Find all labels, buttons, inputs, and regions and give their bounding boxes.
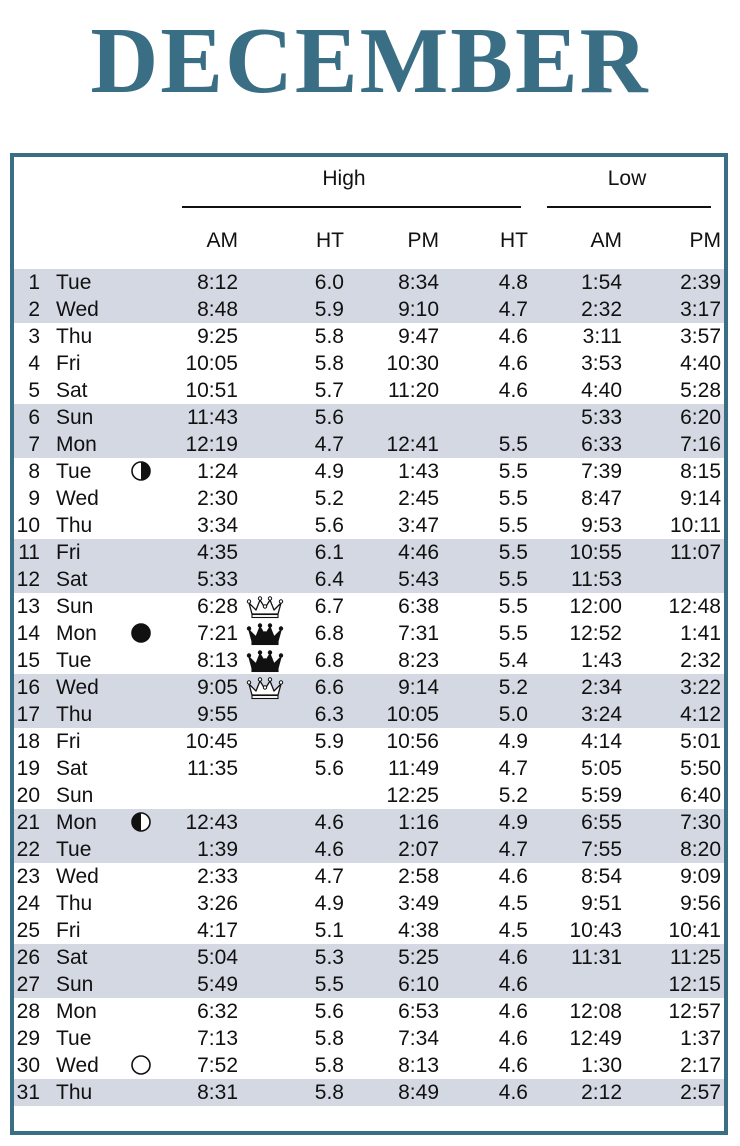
low-am-time: 3:11: [582, 325, 622, 348]
high-am-time: 12:19: [185, 433, 238, 456]
high-pm-height: 4.6: [498, 1000, 528, 1023]
table-row: [14, 674, 724, 701]
day-of-week: Mon: [56, 811, 97, 834]
high-pm-time: 3:49: [398, 892, 439, 915]
day-of-week: Fri: [56, 919, 81, 942]
day-number: 12: [16, 568, 40, 591]
high-pm-height: 4.6: [498, 352, 528, 375]
full-moon-icon: [131, 1055, 151, 1075]
high-pm-time: 10:56: [386, 730, 439, 753]
high-pm-time: 8:49: [398, 1081, 439, 1104]
day-of-week: Sat: [56, 757, 88, 780]
low-pm-time: 6:20: [680, 406, 721, 429]
high-am-time: 3:34: [197, 514, 238, 537]
day-number: 4: [28, 352, 40, 375]
high-am-height: 5.8: [314, 1027, 344, 1050]
day-of-week: Tue: [56, 1027, 92, 1050]
table-row: [14, 863, 724, 890]
low-pm-time: 3:22: [680, 676, 721, 699]
low-pm-time: 10:41: [668, 919, 721, 942]
day-of-week: Wed: [56, 298, 99, 321]
low-am-time: 5:05: [581, 757, 622, 780]
high-am-time: 11:43: [187, 406, 238, 429]
high-pm-height: 5.5: [498, 622, 528, 645]
high-pm-height: 4.6: [498, 1054, 528, 1077]
high-am-height: 5.1: [314, 919, 344, 942]
table-row: [14, 458, 724, 485]
low-am-time: 5:59: [581, 784, 622, 807]
day-number: 8: [28, 460, 40, 483]
high-am-height: 5.6: [314, 1000, 344, 1023]
day-number: 13: [16, 595, 40, 618]
high-am-height: 6.4: [314, 568, 344, 591]
high-am-height: 5.8: [314, 1054, 344, 1077]
day-of-week: Thu: [56, 892, 93, 915]
high-pm-time: 9:14: [398, 676, 439, 699]
low-pm-time: 7:16: [680, 433, 721, 456]
high-am-height: 5.6: [314, 514, 344, 537]
new-moon-icon: [131, 623, 151, 643]
table-row: [14, 809, 724, 836]
col-header-high-ht: HT: [316, 229, 344, 252]
high-pm-time: 2:45: [398, 487, 439, 510]
low-am-time: 11:31: [571, 946, 622, 969]
high-am-time: 10:45: [185, 730, 238, 753]
table-row: [14, 620, 724, 647]
table-row: [14, 377, 724, 404]
high-am-height: 5.5: [314, 973, 344, 996]
high-pm-height: 5.2: [498, 784, 528, 807]
day-of-week: Fri: [56, 541, 81, 564]
high-pm-time: 3:47: [398, 514, 439, 537]
high-pm-time: 1:43: [398, 460, 439, 483]
low-pm-time: 1:41: [680, 622, 721, 645]
low-pm-time: 8:20: [680, 838, 721, 861]
high-am-time: 9:55: [197, 703, 238, 726]
day-number: 26: [16, 946, 40, 969]
day-number: 24: [16, 892, 40, 915]
day-number: 5: [28, 379, 40, 402]
high-am-time: 8:31: [197, 1081, 238, 1104]
low-am-time: 8:47: [581, 487, 622, 510]
high-am-height: 5.6: [314, 757, 344, 780]
high-am-time: 3:26: [197, 892, 238, 915]
day-number: 30: [16, 1054, 40, 1077]
high-am-time: 6:32: [197, 1000, 238, 1023]
table-row: [14, 701, 724, 728]
high-pm-height: 5.5: [498, 433, 528, 456]
high-am-height: 4.6: [314, 838, 344, 861]
high-pm-height: 4.5: [498, 892, 528, 915]
high-am-height: 4.6: [314, 811, 344, 834]
day-number: 16: [16, 676, 40, 699]
day-number: 19: [16, 757, 40, 780]
low-am-time: 1:54: [581, 271, 622, 294]
low-am-time: 2:12: [581, 1081, 622, 1104]
day-of-week: Thu: [56, 514, 93, 537]
high-pm-time: 2:58: [398, 865, 439, 888]
high-pm-time: 12:41: [386, 433, 439, 456]
high-am-time: 7:21: [197, 622, 238, 645]
table-row: [14, 539, 724, 566]
col-header-high-pm: PM: [407, 229, 439, 252]
high-pm-height: 5.0: [498, 703, 528, 726]
low-am-time: 2:32: [581, 298, 622, 321]
day-of-week: Sat: [56, 379, 88, 402]
table-row: [14, 836, 724, 863]
high-am-time: 11:35: [187, 757, 238, 780]
high-am-time: 2:33: [197, 865, 238, 888]
low-am-time: 10:43: [569, 919, 622, 942]
day-of-week: Sun: [56, 973, 94, 996]
low-pm-time: 12:15: [668, 973, 721, 996]
low-pm-time: 11:25: [670, 946, 721, 969]
high-pm-time: 6:53: [398, 1000, 439, 1023]
low-am-time: 8:54: [581, 865, 622, 888]
day-number: 18: [16, 730, 40, 753]
day-of-week: Thu: [56, 703, 93, 726]
high-am-time: 5:49: [197, 973, 238, 996]
high-am-time: 6:28: [197, 595, 238, 618]
low-am-time: 9:51: [581, 892, 622, 915]
high-pm-height: 4.8: [498, 271, 528, 294]
high-pm-height: 4.6: [498, 973, 528, 996]
day-of-week: Tue: [56, 838, 92, 861]
col-header-high-ht-pm: HT: [500, 229, 528, 252]
table-row: [14, 1079, 724, 1106]
high-pm-time: 5:43: [398, 568, 439, 591]
table-row: [14, 782, 724, 809]
low-pm-time: 2:32: [680, 649, 721, 672]
table-row: [14, 566, 724, 593]
high-pm-height: 5.5: [498, 541, 528, 564]
high-am-height: 4.7: [314, 865, 344, 888]
low-am-time: 4:40: [581, 379, 622, 402]
high-am-height: 6.1: [314, 541, 344, 564]
high-am-height: 5.3: [314, 946, 344, 969]
low-am-time: 5:33: [581, 406, 622, 429]
low-pm-time: 9:14: [680, 487, 721, 510]
high-pm-height: 4.7: [498, 838, 528, 861]
day-of-week: Sun: [56, 406, 94, 429]
high-am-height: 4.9: [314, 892, 344, 915]
table-row: [14, 1025, 724, 1052]
table-row: [14, 728, 724, 755]
high-pm-height: 5.5: [498, 595, 528, 618]
high-am-height: 6.3: [314, 703, 344, 726]
day-of-week: Sat: [56, 568, 88, 591]
high-pm-time: 12:25: [386, 784, 439, 807]
table-row: [14, 485, 724, 512]
high-am-time: 12:43: [185, 811, 238, 834]
low-pm-time: 11:07: [670, 541, 721, 564]
high-pm-height: 5.4: [498, 649, 528, 672]
high-am-time: 4:17: [197, 919, 238, 942]
high-am-time: 1:39: [197, 838, 238, 861]
high-am-height: 5.8: [314, 325, 344, 348]
high-am-time: 5:33: [197, 568, 238, 591]
day-of-week: Sat: [56, 946, 88, 969]
table-row: [14, 296, 724, 323]
high-pm-time: 6:10: [398, 973, 439, 996]
high-am-time: 7:13: [197, 1027, 238, 1050]
page-title: DECEMBER: [90, 9, 650, 113]
day-of-week: Sun: [56, 595, 94, 618]
high-pm-time: 8:34: [398, 271, 439, 294]
day-number: 25: [16, 919, 40, 942]
day-number: 21: [16, 811, 40, 834]
day-of-week: Mon: [56, 1000, 97, 1023]
table-row: [14, 593, 724, 620]
day-number: 9: [28, 487, 40, 510]
low-am-time: 6:33: [581, 433, 622, 456]
day-of-week: Fri: [56, 352, 81, 375]
high-pm-time: 7:31: [398, 622, 439, 645]
low-pm-time: 7:30: [680, 811, 721, 834]
high-pm-height: 4.6: [498, 325, 528, 348]
day-number: 3: [28, 325, 40, 348]
day-of-week: Tue: [56, 649, 92, 672]
low-pm-time: 3:57: [680, 325, 721, 348]
high-pm-time: 11:49: [388, 757, 439, 780]
day-of-week: Wed: [56, 1054, 99, 1077]
tide-rows: [14, 269, 724, 1106]
high-pm-height: 4.6: [498, 946, 528, 969]
high-am-time: 10:51: [185, 379, 238, 402]
high-am-height: 5.7: [314, 379, 344, 402]
table-row: [14, 1052, 724, 1079]
day-number: 15: [16, 649, 40, 672]
low-pm-time: 12:48: [668, 595, 721, 618]
day-number: 29: [16, 1027, 40, 1050]
high-pm-height: 5.5: [498, 487, 528, 510]
crown-filled-icon: [246, 622, 284, 646]
low-am-time: 4:14: [581, 730, 622, 753]
high-pm-time: 2:07: [398, 838, 439, 861]
high-pm-time: 10:05: [386, 703, 439, 726]
high-am-time: 8:48: [197, 298, 238, 321]
high-group-label: High: [322, 167, 366, 190]
col-header-high-am: AM: [206, 229, 238, 252]
day-number: 11: [18, 541, 40, 564]
high-am-height: 5.9: [314, 298, 344, 321]
low-pm-time: 5:50: [680, 757, 721, 780]
high-am-height: 5.6: [314, 406, 344, 429]
low-am-time: 11:53: [571, 568, 622, 591]
day-number: 1: [28, 271, 40, 294]
high-pm-height: 5.5: [498, 568, 528, 591]
high-pm-height: 4.6: [498, 379, 528, 402]
high-pm-height: 5.5: [498, 460, 528, 483]
low-pm-time: 9:56: [680, 892, 721, 915]
high-pm-height: 4.9: [498, 811, 528, 834]
table-row: [14, 431, 724, 458]
high-pm-height: 4.6: [498, 1081, 528, 1104]
low-pm-time: 2:17: [680, 1054, 721, 1077]
high-pm-time: 1:16: [398, 811, 439, 834]
low-am-time: 12:49: [569, 1027, 622, 1050]
day-number: 14: [16, 622, 40, 645]
day-number: 31: [16, 1081, 40, 1104]
day-of-week: Mon: [56, 433, 97, 456]
high-pm-height: 4.6: [498, 1027, 528, 1050]
low-pm-time: 3:17: [680, 298, 721, 321]
low-am-time: 1:30: [581, 1054, 622, 1077]
day-of-week: Wed: [56, 865, 99, 888]
day-number: 28: [16, 1000, 40, 1023]
high-am-time: 9:05: [197, 676, 238, 699]
high-pm-time: 7:34: [398, 1027, 439, 1050]
table-row: [14, 323, 724, 350]
day-number: 17: [16, 703, 40, 726]
high-am-height: 6.6: [314, 676, 344, 699]
day-of-week: Mon: [56, 622, 97, 645]
high-pm-time: 5:25: [398, 946, 439, 969]
low-pm-time: 10:11: [670, 514, 721, 537]
low-pm-time: 1:37: [680, 1027, 721, 1050]
table-row: [14, 890, 724, 917]
low-am-time: 2:34: [581, 676, 622, 699]
low-am-time: 7:55: [581, 838, 622, 861]
high-am-time: 9:25: [197, 325, 238, 348]
high-am-time: 8:13: [197, 649, 238, 672]
high-am-time: 8:12: [197, 271, 238, 294]
table-row: [14, 269, 724, 296]
table-row: [14, 971, 724, 998]
day-number: 23: [16, 865, 40, 888]
day-of-week: Wed: [56, 676, 99, 699]
high-am-time: 10:05: [185, 352, 238, 375]
low-pm-time: 5:28: [680, 379, 721, 402]
table-row: [14, 512, 724, 539]
high-am-time: 5:04: [197, 946, 238, 969]
low-am-time: 6:55: [581, 811, 622, 834]
table-row: [14, 404, 724, 431]
day-number: 27: [16, 973, 40, 996]
table-row: [14, 755, 724, 782]
high-pm-height: 4.7: [498, 757, 528, 780]
low-am-time: 12:52: [569, 622, 622, 645]
table-row: [14, 998, 724, 1025]
day-of-week: Wed: [56, 487, 99, 510]
low-group-divider: [547, 206, 711, 208]
low-pm-time: 12:57: [668, 1000, 721, 1023]
high-pm-time: 9:10: [398, 298, 439, 321]
high-am-time: 4:35: [197, 541, 238, 564]
high-am-time: 2:30: [197, 487, 238, 510]
high-am-time: 1:24: [197, 460, 238, 483]
day-number: 20: [16, 784, 40, 807]
first-quarter-moon-icon: [131, 461, 151, 481]
low-am-time: 1:43: [581, 649, 622, 672]
high-pm-time: 4:38: [398, 919, 439, 942]
day-number: 2: [28, 298, 40, 321]
low-pm-time: 4:12: [680, 703, 721, 726]
low-am-time: 12:00: [569, 595, 622, 618]
high-am-height: 5.2: [314, 487, 344, 510]
high-am-time: 7:52: [197, 1054, 238, 1077]
low-am-time: 9:53: [581, 514, 622, 537]
high-am-height: 6.8: [314, 649, 344, 672]
day-number: 7: [28, 433, 40, 456]
high-am-height: 6.0: [314, 271, 344, 294]
low-pm-time: 2:39: [680, 271, 721, 294]
high-pm-time: 10:30: [386, 352, 439, 375]
high-am-height: 5.8: [314, 352, 344, 375]
day-of-week: Tue: [56, 271, 92, 294]
high-pm-time: 8:13: [398, 1054, 439, 1077]
low-am-time: 10:55: [569, 541, 622, 564]
table-row: [14, 944, 724, 971]
high-pm-height: 4.6: [498, 865, 528, 888]
low-am-time: 7:39: [581, 460, 622, 483]
low-group-label: Low: [607, 167, 647, 190]
day-of-week: Tue: [56, 460, 92, 483]
table-row: [14, 350, 724, 377]
crown-outline-icon: [246, 595, 284, 619]
low-pm-time: 2:57: [680, 1081, 721, 1104]
table-row: [14, 917, 724, 944]
high-pm-height: 4.7: [498, 298, 528, 321]
high-pm-time: 9:47: [398, 325, 439, 348]
high-pm-time: 11:20: [388, 379, 439, 402]
high-group-divider: [182, 206, 521, 208]
crown-outline-icon: [246, 676, 284, 700]
crown-filled-icon: [246, 649, 284, 673]
day-number: 22: [16, 838, 40, 861]
high-pm-time: 4:46: [398, 541, 439, 564]
low-pm-time: 4:40: [680, 352, 721, 375]
low-pm-time: 6:40: [680, 784, 721, 807]
high-pm-height: 4.5: [498, 919, 528, 942]
last-quarter-moon-icon: [131, 812, 151, 832]
high-pm-height: 4.9: [498, 730, 528, 753]
day-number: 6: [28, 406, 40, 429]
day-of-week: Thu: [56, 1081, 93, 1104]
low-pm-time: 8:15: [680, 460, 721, 483]
day-of-week: Fri: [56, 730, 81, 753]
low-am-time: 3:24: [581, 703, 622, 726]
high-am-height: 6.8: [314, 622, 344, 645]
high-am-height: 5.9: [314, 730, 344, 753]
table-row: [14, 647, 724, 674]
high-pm-height: 5.2: [498, 676, 528, 699]
high-am-height: 6.7: [314, 595, 344, 618]
low-pm-time: 9:09: [680, 865, 721, 888]
day-number: 10: [16, 514, 40, 537]
high-pm-time: 8:23: [398, 649, 439, 672]
low-pm-time: 5:01: [680, 730, 721, 753]
high-am-height: 4.9: [314, 460, 344, 483]
low-am-time: 12:08: [569, 1000, 622, 1023]
day-of-week: Thu: [56, 325, 93, 348]
high-pm-time: 6:38: [398, 595, 439, 618]
high-am-height: 4.7: [314, 433, 344, 456]
high-am-height: 5.8: [314, 1081, 344, 1104]
day-of-week: Sun: [56, 784, 94, 807]
col-header-low-pm: PM: [689, 229, 721, 252]
low-am-time: 3:53: [581, 352, 622, 375]
col-header-low-am: AM: [590, 229, 622, 252]
high-pm-height: 5.5: [498, 514, 528, 537]
